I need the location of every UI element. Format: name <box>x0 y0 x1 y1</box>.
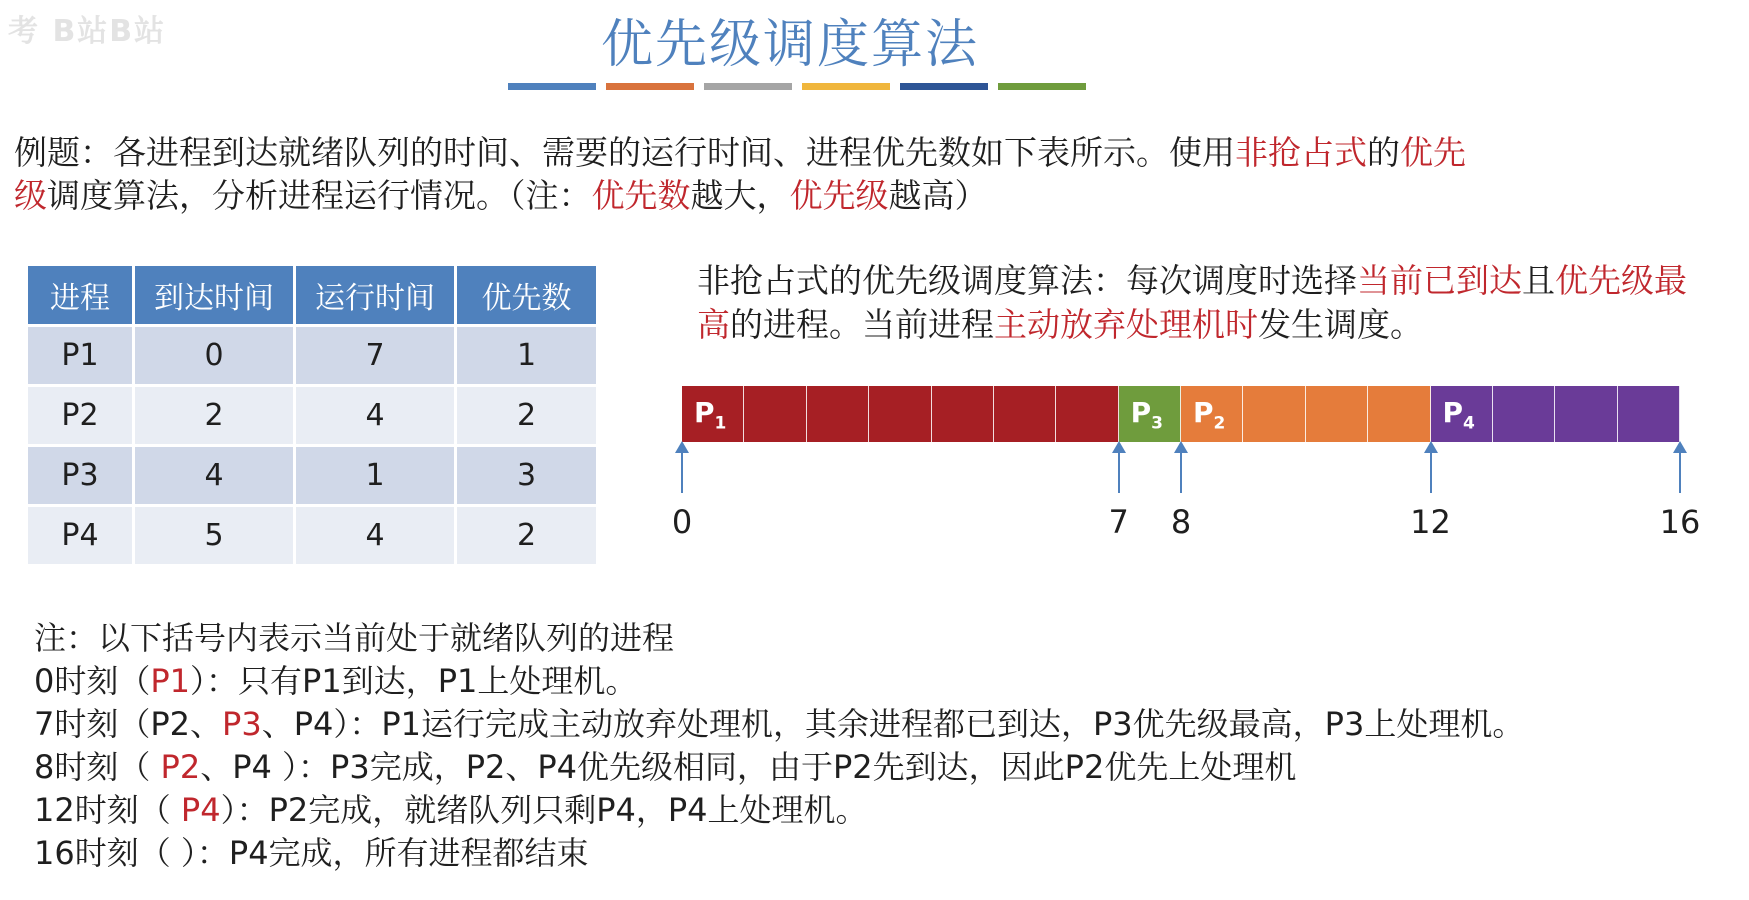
notes <box>34 617 1714 875</box>
table-cell: 7 <box>295 326 456 386</box>
time-arrow <box>1430 447 1432 493</box>
table-cell: 4 <box>295 506 456 566</box>
table-cell: P2 <box>28 386 134 446</box>
note-line <box>34 746 1714 789</box>
header-arrival-time: 到达时间 <box>134 266 295 326</box>
gantt-cell-divider <box>1617 386 1618 442</box>
text-span: 的 <box>1367 133 1400 172</box>
time-tick-label: 16 <box>1659 503 1701 541</box>
table-cell: P4 <box>28 506 134 566</box>
color-bar <box>704 83 792 90</box>
gantt-cell-divider <box>1367 386 1368 442</box>
header-process: 进程 <box>28 266 134 326</box>
table-cell: 4 <box>295 386 456 446</box>
table-cell: 0 <box>134 326 295 386</box>
text-span: 例题：各进程到达就绪队列的时间、需要的运行时间、进程优先数如下表所示。使用 <box>14 133 1235 172</box>
note-text: 12时刻（ <box>34 791 181 829</box>
notes-lines <box>34 660 1714 875</box>
table-cell: 2 <box>456 386 598 446</box>
note-line <box>34 703 1714 746</box>
problem-line-1 <box>14 131 1614 174</box>
gantt-cell-divider <box>1492 386 1493 442</box>
ready-queue-highlight: P3 <box>222 705 262 743</box>
table-row <box>28 326 598 386</box>
emphasis-text: 当前已到达 <box>1357 261 1522 300</box>
table-cell: 3 <box>456 446 598 506</box>
note-line <box>34 832 1714 875</box>
problem-line-2 <box>14 174 1614 217</box>
time-tick-label: 0 <box>671 503 693 541</box>
color-bar <box>998 83 1086 90</box>
gantt-cell-divider <box>806 386 807 442</box>
table-cell: 1 <box>295 446 456 506</box>
table-cell: 5 <box>134 506 295 566</box>
time-tick-label: 8 <box>1170 503 1192 541</box>
header-priority: 优先数 <box>456 266 598 326</box>
note-line <box>34 660 1714 703</box>
time-arrow <box>1118 447 1120 493</box>
segment-label-subscript: 1 <box>714 413 727 434</box>
gantt-cell-divider <box>1305 386 1306 442</box>
text-span: 且 <box>1522 261 1555 300</box>
title-color-bars <box>508 83 1086 90</box>
time-arrow <box>1679 447 1681 493</box>
notes-header: 注：以下括号内表示当前处于就绪队列的进程 <box>34 619 675 657</box>
color-bar <box>900 83 988 90</box>
note-text: ）：只有P1到达，P1上处理机。 <box>190 662 638 700</box>
gantt-segment-p4 <box>1431 386 1681 442</box>
note-text: 、P4）：P1运行完成主动放弃处理机，其余进程都已到达，P3优先级最高，P3上处理机。 <box>261 705 1525 743</box>
emphasis-text: 优先级 <box>789 176 889 215</box>
table-cell: 1 <box>456 326 598 386</box>
emphasis-text: 优先 <box>1400 133 1466 172</box>
header-run-time: 运行时间 <box>295 266 456 326</box>
table-cell: 2 <box>456 506 598 566</box>
table-cell: P1 <box>28 326 134 386</box>
emphasis-text: 级 <box>14 176 47 215</box>
gantt-cell-divider <box>743 386 744 442</box>
segment-label-subscript: 2 <box>1213 413 1226 434</box>
algorithm-description <box>697 259 1697 347</box>
segment-label-letter: P <box>1130 396 1152 429</box>
time-tick-label: 12 <box>1410 503 1451 541</box>
gantt-segment-p1 <box>682 386 1119 442</box>
text-span: 越高） <box>888 176 988 215</box>
page-title: 优先级调度算法 <box>600 15 979 75</box>
text-span: 越大， <box>690 176 790 215</box>
note-text: 8时刻（ <box>34 748 161 786</box>
emphasis-text: 优先级最高 <box>697 261 1687 344</box>
table-header-row <box>28 266 598 326</box>
text-span: 发生调度。 <box>1258 305 1423 344</box>
watermark: 考 B站B站 <box>8 14 167 49</box>
gantt-segment-label <box>1131 396 1163 434</box>
table-cell: 2 <box>134 386 295 446</box>
segment-label-letter: P <box>694 396 715 429</box>
table-row <box>28 386 598 446</box>
gantt-segment-label <box>1443 396 1475 434</box>
text-span: 非抢占式的优先级调度算法：每次调度时选择 <box>697 261 1357 300</box>
ready-queue-highlight: P1 <box>150 662 191 700</box>
process-table <box>28 266 599 567</box>
note-line <box>34 789 1714 832</box>
text-span: 的进程。当前进程 <box>730 305 994 344</box>
gantt-cell-divider <box>868 386 869 442</box>
emphasis-text: 非抢占式 <box>1235 133 1367 172</box>
gantt-cell-divider <box>993 386 994 442</box>
segment-label-letter: P <box>1193 396 1214 429</box>
gantt-segment-p2 <box>1181 386 1431 442</box>
time-arrow <box>681 447 683 493</box>
note-text: 、P4 ）：P3完成，P2、P4优先级相同，由于P2先到达，因此P2优先上处理机 <box>200 748 1297 786</box>
color-bar <box>802 83 890 90</box>
gantt-cell-divider <box>1242 386 1243 442</box>
note-text: 16时刻（ ）：P4完成，所有进程都结束 <box>34 834 589 872</box>
time-tick-label: 7 <box>1108 503 1129 541</box>
emphasis-text: 主动放弃处理机时 <box>994 305 1258 344</box>
table-row <box>28 446 598 506</box>
gantt-segment-p3 <box>1119 386 1181 442</box>
table-row <box>28 506 598 566</box>
segment-label-letter: P <box>1442 396 1464 429</box>
gantt-segment-label <box>694 396 726 434</box>
gantt-segment-label <box>1193 396 1225 434</box>
emphasis-text: 优先数 <box>591 176 691 215</box>
gantt-chart <box>682 386 1680 442</box>
problem-statement <box>14 131 1614 217</box>
color-bar <box>508 83 596 90</box>
ready-queue-highlight: P2 <box>160 748 201 786</box>
segment-label-subscript: 4 <box>1463 413 1475 434</box>
ready-queue-highlight: P4 <box>180 791 221 829</box>
time-arrow <box>1180 447 1182 493</box>
note-text: ）：P2完成，就绪队列只剩P4，P4上处理机。 <box>220 791 868 829</box>
color-bar <box>606 83 694 90</box>
gantt-cell-divider <box>1554 386 1555 442</box>
table-cell: 4 <box>134 446 295 506</box>
gantt-cell-divider <box>1055 386 1056 442</box>
gantt-cell-divider <box>931 386 932 442</box>
segment-label-subscript: 3 <box>1151 413 1163 434</box>
note-text: 0时刻（ <box>34 662 151 700</box>
note-text: 7时刻（P2、 <box>34 705 223 743</box>
table-cell: P3 <box>28 446 134 506</box>
text-span: 调度算法，分析进程运行情况。（注： <box>47 176 592 215</box>
